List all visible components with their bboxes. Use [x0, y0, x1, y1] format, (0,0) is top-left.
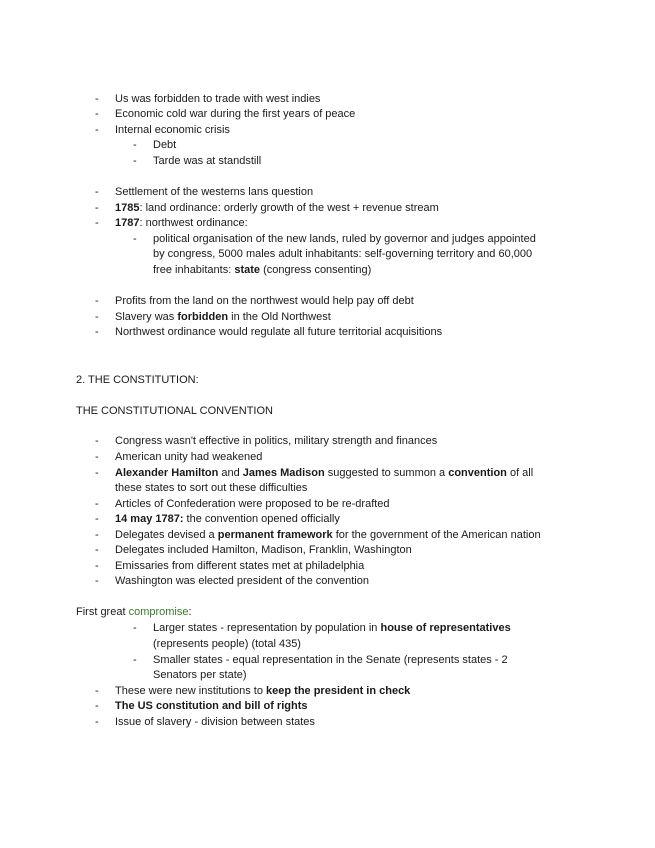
text: : land ordinance: orderly growth of the west + revenue stream — [139, 202, 439, 214]
list-item-text — [115, 310, 331, 325]
list-item-text: Northwest ordinance would regulate all future territorial acquisitions — [115, 326, 443, 338]
list-item-text — [153, 621, 511, 636]
list-item-text: Articles of Confederation were proposed to be re-drafted — [115, 498, 390, 510]
text: : northwest ordinance: — [139, 217, 248, 229]
text: in the Old Northwest — [228, 311, 331, 323]
bullet-dash: - — [95, 513, 99, 525]
bullet-dash: - — [95, 217, 99, 229]
highlighted-term: compromise — [128, 606, 189, 618]
bullet-dash: - — [133, 233, 137, 245]
list-item-text: political organisation of the new lands, ruled by governor and judges appointed — [153, 233, 536, 245]
bullet-dash: - — [95, 560, 99, 572]
bullet-dash: - — [133, 155, 137, 167]
bullet-dash: - — [95, 498, 99, 510]
bullet-dash: - — [95, 295, 99, 307]
text: (congress consenting) — [260, 264, 372, 276]
bold-text: keep the president in check — [266, 685, 411, 697]
list-item-text: Delegates included Hamilton, Madison, Franklin, Washington — [115, 544, 412, 556]
list-item-text: Emissaries from different states met at philadelphia — [115, 560, 365, 572]
text: Delegates devised a — [115, 529, 218, 541]
bold-text: state — [234, 264, 261, 276]
list-item-text — [115, 699, 308, 714]
text: the convention opened officially — [183, 513, 340, 525]
bullet-dash: - — [95, 529, 99, 541]
bullet-dash: - — [95, 186, 99, 198]
bullet-dash: - — [95, 575, 99, 587]
bold-text: The US constitution and bill of rights — [115, 700, 308, 712]
subsection-heading: THE CONSTITUTIONAL CONVENTION — [76, 405, 273, 417]
bullet-dash: - — [95, 467, 99, 479]
list-item-text: Washington was elected president of the convention — [115, 575, 369, 587]
list-item-text — [115, 528, 541, 543]
bullet-dash: - — [95, 311, 99, 323]
bullet-dash: - — [133, 622, 137, 634]
bullet-dash: - — [133, 654, 137, 666]
list-item-text — [115, 466, 533, 481]
list-item-text: Congress wasn't effective in politics, military strength and finances — [115, 435, 438, 447]
bullet-dash: - — [133, 139, 137, 151]
text: suggested to summon a — [324, 467, 449, 479]
bold-text: house of representatives — [380, 622, 511, 634]
list-item-text: Economic cold war during the first years of peace — [115, 108, 356, 120]
list-item-text: (represents people) (total 435) — [153, 638, 301, 650]
list-item-text — [153, 263, 371, 278]
bold-text: 1787 — [115, 217, 140, 229]
bullet-dash: - — [95, 451, 99, 463]
list-item-text: American unity had weakened — [115, 451, 263, 463]
text: First great — [76, 606, 129, 618]
list-item-text: Debt — [153, 139, 177, 151]
bullet-dash: - — [95, 93, 99, 105]
text: Slavery was — [115, 311, 178, 323]
bold-text: Alexander Hamilton — [115, 467, 219, 479]
bullet-dash: - — [95, 124, 99, 136]
text: free inhabitants: — [153, 264, 235, 276]
bold-text: forbidden — [177, 311, 229, 323]
section-heading: 2. THE CONSTITUTION: — [76, 374, 199, 386]
text: These were new institutions to — [115, 685, 267, 697]
bullet-dash: - — [95, 716, 99, 728]
bullet-dash: - — [95, 435, 99, 447]
text: for the government of the American nation — [332, 529, 541, 541]
bullet-dash: - — [95, 202, 99, 214]
bold-text: permanent framework — [217, 529, 333, 541]
bullet-dash: - — [95, 544, 99, 556]
list-item-text: these states to sort out these difficulties — [115, 482, 308, 494]
list-item-text: Tarde was at standstill — [153, 155, 262, 167]
compromise-intro — [76, 605, 192, 620]
text: Larger states - representation by population in — [153, 622, 381, 634]
list-item-text — [115, 684, 410, 699]
text: and — [218, 467, 243, 479]
text: : — [188, 606, 192, 618]
list-item-text: Internal economic crisis — [115, 124, 230, 136]
bold-text: 1785 — [115, 202, 140, 214]
list-item-text — [115, 216, 248, 231]
bullet-dash: - — [95, 700, 99, 712]
bullet-dash: - — [95, 685, 99, 697]
list-item-text — [115, 201, 439, 216]
bold-text: convention — [448, 467, 507, 479]
list-item-text: by congress, 5000 males adult inhabitants: self-governing territory and 60,000 — [153, 248, 533, 260]
list-item-text: Senators per state) — [153, 669, 247, 681]
bullet-dash: - — [95, 326, 99, 338]
bullet-dash: - — [95, 108, 99, 120]
bold-text: James Madison — [242, 467, 325, 479]
bold-text: 14 may 1787: — [115, 513, 184, 525]
list-item-text: Us was forbidden to trade with west indies — [115, 93, 321, 105]
list-item-text — [115, 512, 340, 527]
text: of all — [506, 467, 534, 479]
list-item-text: Issue of slavery - division between states — [115, 716, 315, 728]
list-item-text: Smaller states - equal representation in the Senate (represents states - 2 — [153, 654, 508, 666]
list-item-text: Profits from the land on the northwest would help pay off debt — [115, 295, 414, 307]
list-item-text: Settlement of the westerns lans question — [115, 186, 314, 198]
